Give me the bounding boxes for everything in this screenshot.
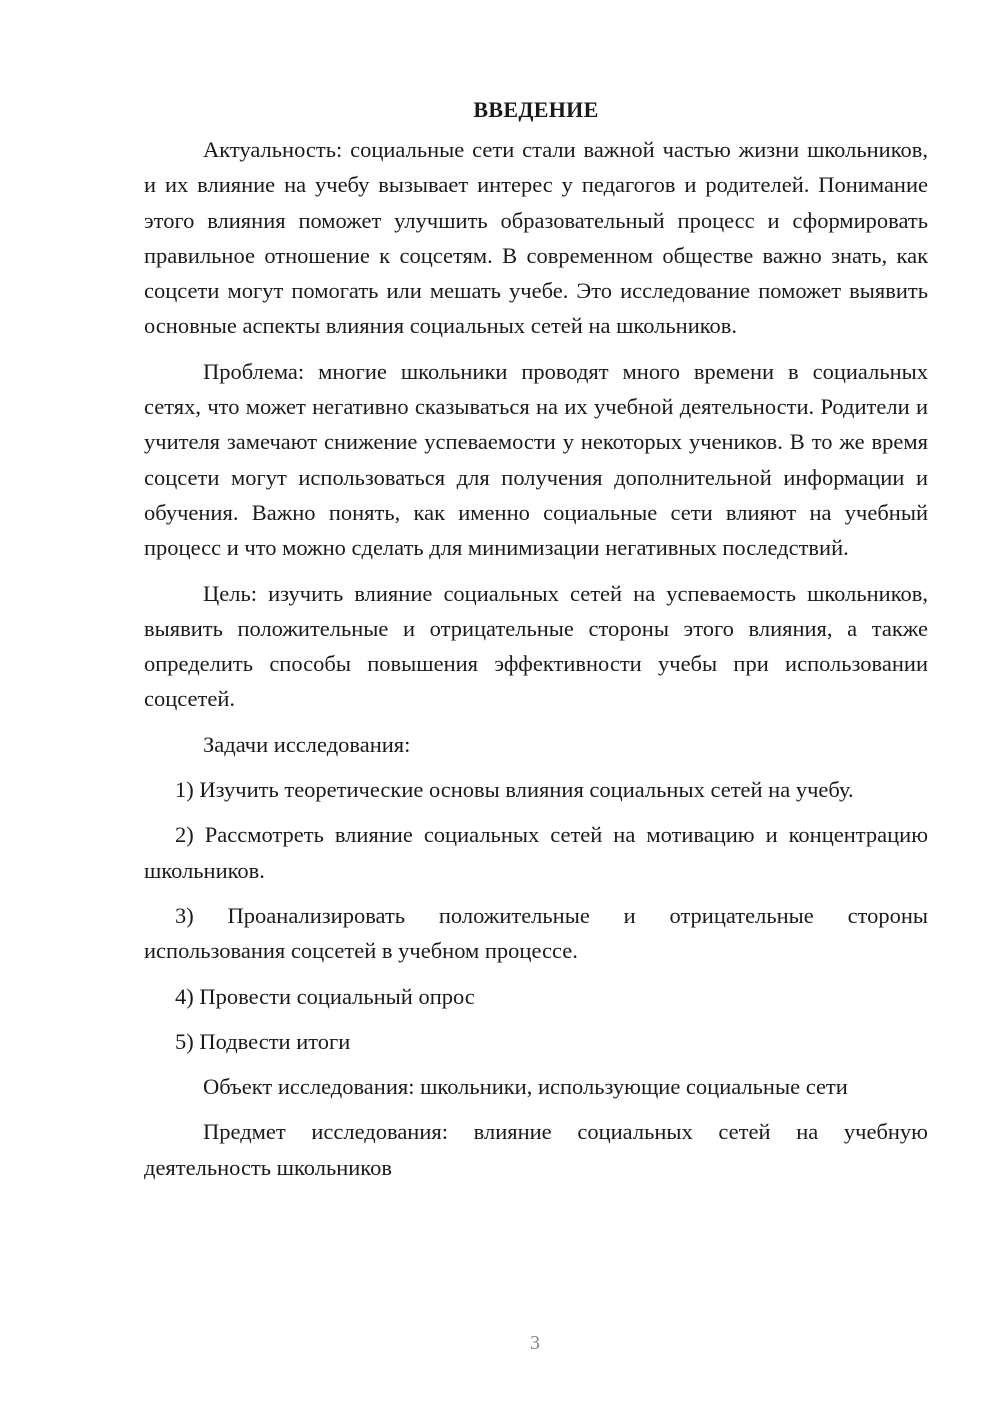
task-item-4: 4) Провести социальный опрос [175, 983, 475, 1009]
task-item-3: 3) Проанализировать положительные и отрицательные стороны использования соцсетей в учебном процессе. [144, 902, 928, 964]
paragraph-tasks-heading: Задачи исследования: [203, 731, 411, 757]
document-page [144, 92, 928, 1195]
task-item-5: 5) Подвести итоги [175, 1028, 351, 1054]
paragraph-object: Объект исследования: школьники, использующие социальные сети [203, 1074, 848, 1100]
paragraph-goal: Цель: изучить влияние социальных сетей на успеваемость школьников, выявить положительные и отрицательные стороны этого влияния, а также определить способы повышения эффективности учебы при использовании соцсетей. [144, 580, 928, 712]
paragraph-subject: Предмет исследования: влияние социальных сетей на учебную деятельность школьников [144, 1119, 928, 1180]
section-heading: ВВЕДЕНИЕ [473, 97, 599, 122]
task-item-2: 2) Рассмотреть влияние социальных сетей на мотивацию и концентрацию школьников. [144, 822, 928, 883]
task-item-1: 1) Изучить теоретические основы влияния социальных сетей на учебу. [175, 777, 854, 803]
paragraph-problem: Проблема: многие школьники проводят много времени в социальных сетях, что может негативно сказываться на их учебной деятельности. Родители и учителя замечают снижение успеваемости у некоторых учеников. В то же время соцсети могут использоваться для получения дополнительной информации и обучения. Важно понять, как именно социальные сети влияют на учебный процесс и что можно сделать для минимизации негативных последствий. [144, 358, 928, 561]
paragraph-relevance: Актуальность: социальные сети стали важной частью жизни школьников, и их влияние на учебу вызывает интерес у педагогов и родителей. Понимание этого влияния поможет улучшить образовательный процесс и сформировать правильное отношение к соцсетям. В современном обществе важно знать, как соцсети могут помогать или мешать учебе. Это исследование поможет выявить основные аспекты влияния социальных сетей на школьников. [144, 137, 928, 339]
page-number: 3 [530, 1332, 540, 1354]
